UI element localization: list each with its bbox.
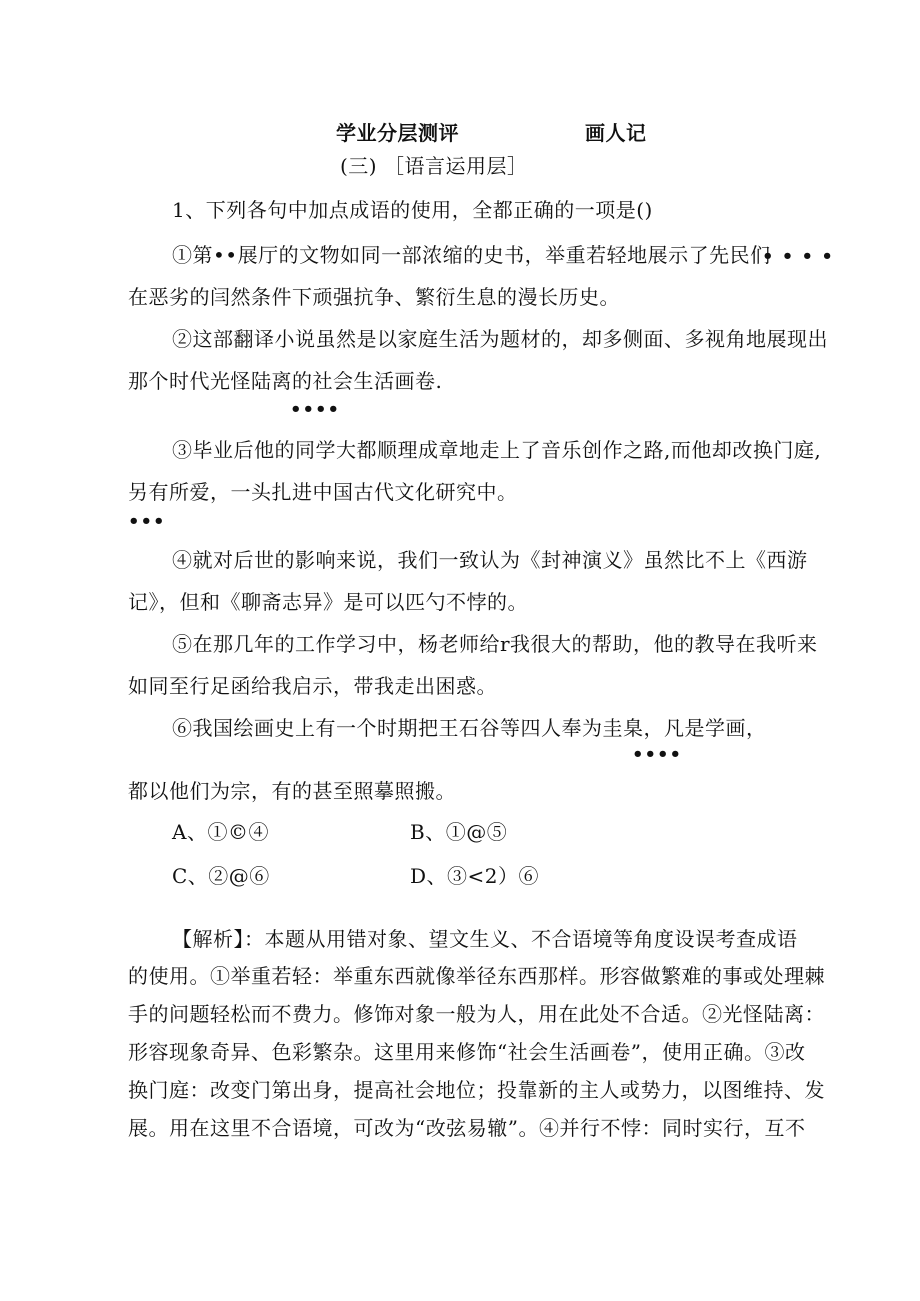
option-a: A、①©④ bbox=[172, 820, 269, 844]
lesson-title: 画人记 bbox=[585, 121, 647, 145]
analysis-line: 换门庭：改变门第出身，提高社会地位；投靠新的主人或势力，以图维持、发 bbox=[128, 1078, 825, 1102]
question-stem: 1、下列各句中加点成语的使用，全都正确的一项是() bbox=[172, 198, 653, 222]
option-c: C、②@⑥ bbox=[172, 864, 270, 888]
item-6-line-2: 都以他们为宗，有的甚至照摹照搬。 bbox=[128, 779, 456, 803]
emphasis-dots: • • • • bbox=[762, 246, 834, 267]
item-2-line-2: 那个时代光怪陆离的社会生活画卷. bbox=[128, 369, 443, 393]
analysis-line: 的使用。①举重若轻：举重东西就像举径东西那样。形容做繁难的事或处理棘 bbox=[128, 964, 825, 988]
item-4-line-1: ④就对后世的影响来说，我们一致认为《封神演义》虽然比不上《西游 bbox=[172, 548, 808, 572]
page-title: 学业分层测评 bbox=[336, 121, 459, 145]
emphasis-dots: •••• bbox=[290, 399, 341, 420]
analysis-line: 手的问题轻松而不费力。修饰对象一般为人，用在此处不合适。②光怪陆离： bbox=[128, 1002, 825, 1026]
analysis-line: 【解析】：本题从用错对象、望文生义、不合语境等角度设误考查成语 bbox=[172, 927, 798, 951]
item-3-line-2: 另有所爱，一头扎进中国古代文化研究中。 bbox=[128, 480, 518, 504]
item-1-line-1: ①第••展厅的文物如同一部浓缩的史书，举重若轻地展示了先民们 bbox=[172, 243, 771, 267]
section-subtitle: (三) ［语言运用层］ bbox=[340, 154, 528, 178]
item-5-line-2: 如同至行足函给我启示，带我走出困惑。 bbox=[128, 674, 497, 698]
item-1-line-2: 在恶劣的闫然条件下顽强抗争、繁衍生息的漫长历史。 bbox=[128, 285, 620, 309]
analysis-line: 展。用在这里不合语境，可改为“改弦易辙”。④并行不悖：同时实行，互不 bbox=[128, 1116, 806, 1140]
emphasis-dots: ••• bbox=[128, 511, 166, 532]
item-6-line-1: ⑥我国绘画史上有一个时期把王石谷等四人奉为圭臬，凡是学画， bbox=[172, 716, 767, 740]
option-d: D、③<2）⑥ bbox=[410, 864, 540, 888]
analysis-line: 形容现象奇异、色彩繁杂。这里用来修饰“社会生活画卷”，使用正确。③改 bbox=[128, 1040, 806, 1064]
item-3-line-1: ③毕业后他的同学大都顺理成章地走上了音乐创作之路,而他却改换门庭, bbox=[172, 438, 822, 462]
item-2-line-1: ②这部翻译小说虽然是以家庭生活为题材的，却多侧面、多视角地展现出 bbox=[172, 327, 828, 351]
item-4-line-2: 记》，但和《聊斋志异》是可以匹勺不悖的。 bbox=[128, 590, 528, 614]
emphasis-dots: •••• bbox=[632, 744, 683, 765]
item-5-line-1: ⑤在那几年的工作学习中，杨老师给r我很大的帮助，他的教导在我听来 bbox=[172, 632, 818, 656]
option-b: B、①@⑤ bbox=[410, 820, 508, 844]
